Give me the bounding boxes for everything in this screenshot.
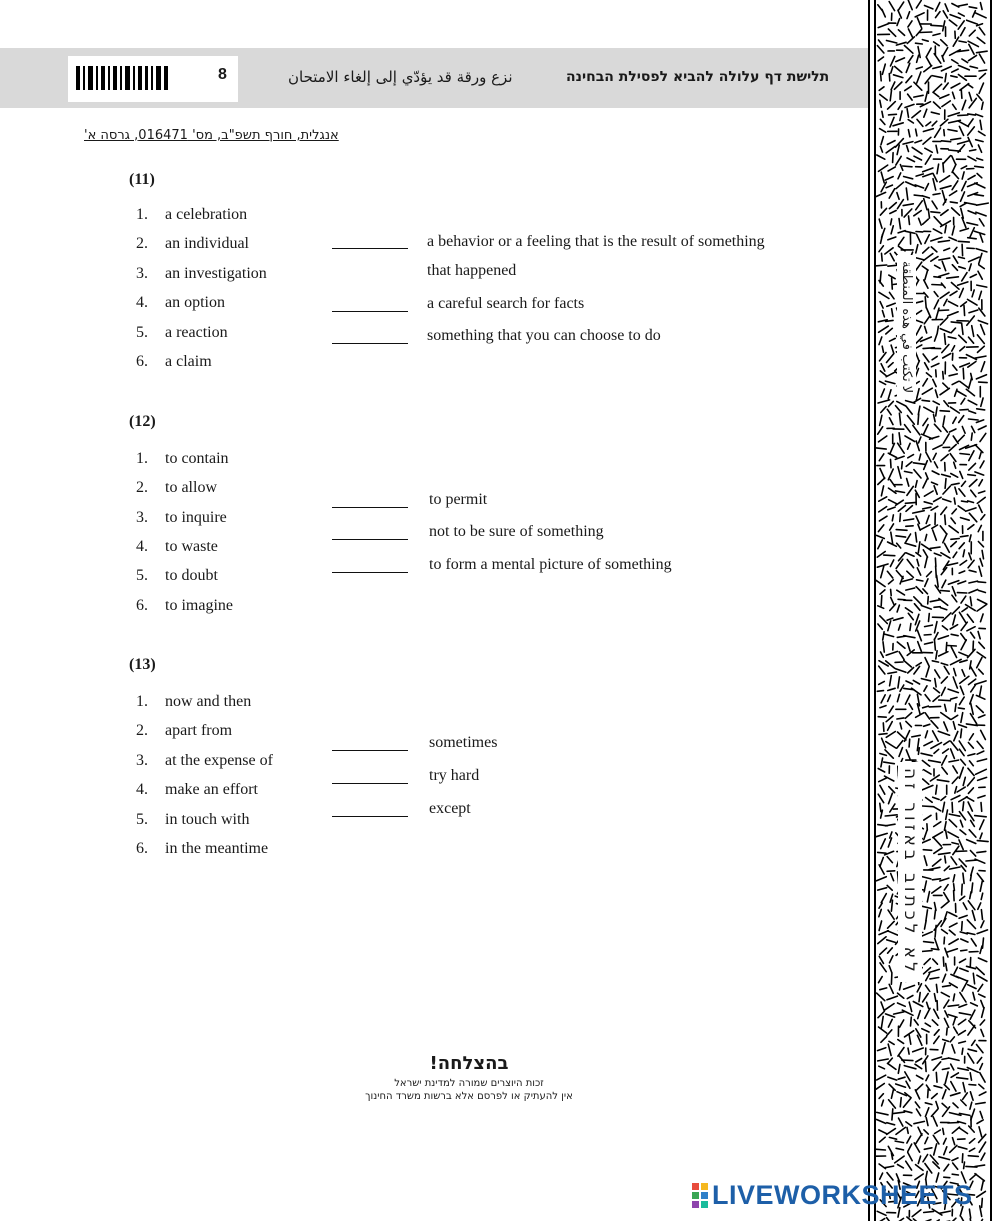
list-item: 5. to doubt — [136, 567, 218, 584]
list-item: 1. now and then — [136, 693, 252, 710]
section-title: (13) — [129, 656, 156, 673]
list-item: 1. to contain — [136, 450, 229, 467]
list-item: 5. in touch with — [136, 811, 250, 828]
definition: a careful search for facts — [427, 295, 585, 312]
definition: sometimes — [429, 734, 498, 751]
logo-icon — [692, 1183, 708, 1208]
no-write-label-arabic: لا تكتب في هذه المنطقة — [897, 255, 916, 399]
answer-blank[interactable] — [332, 311, 408, 312]
list-item: 3. an investigation — [136, 265, 267, 282]
copyright-notice: זכות היוצרים שמורה למדינת ישראל — [394, 1078, 544, 1089]
barcode — [68, 56, 238, 102]
list-item: 1. a celebration — [136, 206, 248, 223]
strip-edge — [990, 0, 992, 1221]
list-item: 6. in the meantime — [136, 840, 269, 857]
page-number: 8 — [218, 66, 227, 83]
header-notice-arabic: نزع ورقة قد يؤدّي إلى إلغاء الامتحان — [288, 68, 513, 86]
definition: except — [429, 800, 471, 817]
answer-blank[interactable] — [332, 816, 408, 817]
list-item: 6. to imagine — [136, 597, 233, 614]
definition: something that you can choose to do — [427, 327, 661, 344]
answer-blank[interactable] — [332, 507, 408, 508]
answer-blank[interactable] — [332, 248, 408, 249]
list-item: 4. make an effort — [136, 781, 258, 798]
list-item: 2. apart from — [136, 722, 233, 739]
definition: to permit — [429, 491, 488, 508]
section-title: (12) — [129, 413, 156, 430]
answer-blank[interactable] — [332, 572, 408, 573]
definition-continued: that happened — [427, 262, 517, 279]
no-write-label-hebrew: לא לכתוב באזור זה — [898, 762, 922, 982]
liveworksheets-logo — [692, 1180, 973, 1211]
permission-notice: אין להעתיק או לפרסם אלא ברשות משרד החינוך — [365, 1091, 573, 1102]
header-notice-hebrew: תלישת דף עלולה להביא לפסילת הבחינה — [566, 69, 830, 85]
list-item: 2. an individual — [136, 235, 249, 252]
answer-blank[interactable] — [332, 750, 408, 751]
section-title: (11) — [129, 171, 155, 188]
definition: to form a mental picture of something — [429, 556, 672, 573]
strip-edge — [874, 0, 876, 1221]
list-item: 2. to allow — [136, 479, 217, 496]
list-item: 6. a claim — [136, 353, 212, 370]
list-item: 3. at the expense of — [136, 752, 273, 769]
definition: try hard — [429, 767, 480, 784]
no-write-margin — [868, 0, 999, 1221]
definition: not to be sure of something — [429, 523, 604, 540]
good-luck-heading: בהצלחה! — [429, 1053, 509, 1074]
barcode-icon — [76, 66, 171, 90]
exam-subject-line: אנגלית, חורף תשפ"ב, מס' 016471, גרסה א' — [84, 128, 339, 143]
list-item: 3. to inquire — [136, 509, 227, 526]
list-item: 5. a reaction — [136, 324, 228, 341]
definition: a behavior or a feeling that is the result of something — [427, 233, 765, 250]
answer-blank[interactable] — [332, 783, 408, 784]
answer-blank[interactable] — [332, 539, 408, 540]
answer-blank[interactable] — [332, 343, 408, 344]
logo-text: LIVEWORKSHEETS — [712, 1180, 973, 1210]
list-item: 4. an option — [136, 294, 225, 311]
pattern-decoration — [874, 0, 990, 1221]
list-item: 4. to waste — [136, 538, 218, 555]
